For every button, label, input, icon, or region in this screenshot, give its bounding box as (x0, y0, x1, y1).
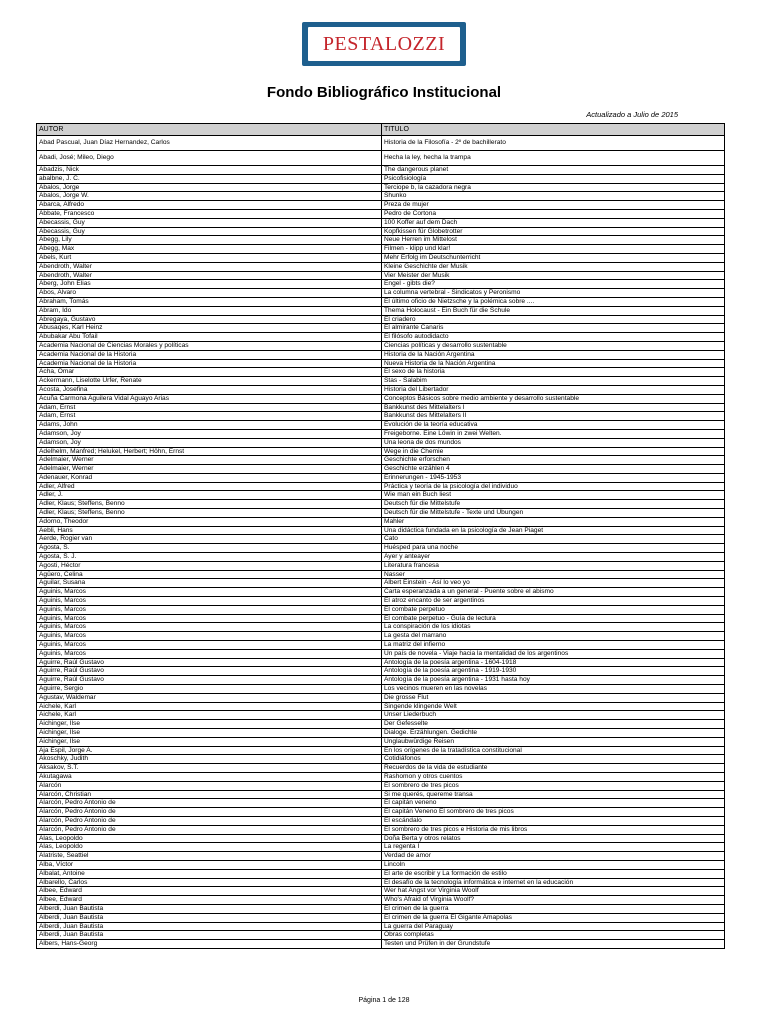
author-cell: Alarcón, Pedro Antonio de (37, 816, 382, 825)
title-cell: Der Gefesselte (382, 720, 725, 729)
table-row (37, 289, 725, 298)
title-cell: Filmen - klipp und klar! (382, 245, 725, 254)
author-cell: Aerde, Rogier van (37, 535, 382, 544)
title-cell: Antología de la poesía argentina - 1604-1918 (382, 658, 725, 667)
author-cell: Adelmaier, Werner (37, 465, 382, 474)
title-cell: Un país de novela - Viaje hacia la mentalidad de los argentinos (382, 649, 725, 658)
title-cell: Ayer y anteayer (382, 553, 725, 562)
author-cell: Aguirre, Sergio (37, 685, 382, 694)
author-cell: Alarcón, Christian (37, 790, 382, 799)
author-cell: Alberdi, Juan Bautista (37, 922, 382, 931)
author-cell: Aberg, John Elias (37, 280, 382, 289)
title-cell: The dangerous planet (382, 166, 725, 175)
author-cell: Adenauer, Konrad (37, 473, 382, 482)
title-cell: Antología de la poesía argentina - 1919-1930 (382, 667, 725, 676)
author-cell: Alarcón (37, 781, 382, 790)
author-cell: Abusaqes, Karl Heinz (37, 324, 382, 333)
logo-inner-panel (308, 27, 460, 61)
table-row (37, 729, 725, 738)
author-cell: Aguinis, Marcos (37, 597, 382, 606)
title-cell: Thema Holocaust - Ein Buch für die Schule (382, 306, 725, 315)
title-cell: Hecha la ley, hecha la trampa (382, 151, 725, 166)
title-cell: Historia de la Nación Argentina (382, 350, 725, 359)
table-row (37, 236, 725, 245)
author-cell: Alarcón, Pedro Antonio de (37, 808, 382, 817)
table-row (37, 429, 725, 438)
table-row (37, 253, 725, 262)
author-cell: Abecassis, Guy (37, 227, 382, 236)
table-row (37, 447, 725, 456)
author-cell: Aguirre, Raúl Gustavo (37, 658, 382, 667)
title-cell: El capitán veneno (382, 799, 725, 808)
author-cell: Aguinis, Marcos (37, 649, 382, 658)
title-cell: Cato (382, 535, 725, 544)
table-row (37, 667, 725, 676)
author-cell: Aguinis, Marcos (37, 588, 382, 597)
title-cell: La conspiración de los idiotas (382, 623, 725, 632)
title-cell: Historia del Libertador (382, 385, 725, 394)
title-cell: Unglaubwürdige Reisen (382, 737, 725, 746)
table-row (37, 685, 725, 694)
author-cell: Aksakov, S.T. (37, 764, 382, 773)
table-body (37, 136, 725, 949)
author-cell: Adam, Ernst (37, 403, 382, 412)
table-row (37, 421, 725, 430)
title-cell: Erinnerungen - 1945-1953 (382, 473, 725, 482)
table-row (37, 341, 725, 350)
author-cell: Abraham, Tomás (37, 297, 382, 306)
table-row (37, 403, 725, 412)
title-cell: Terciope b, la cazadora negra (382, 183, 725, 192)
author-cell: Academia Nacional de Ciencias Morales y políticas (37, 341, 382, 350)
author-cell: Abram, Ido (37, 306, 382, 315)
title-cell: Pedro de Cortona (382, 209, 725, 218)
title-cell: Wie man ein Buch liest (382, 491, 725, 500)
author-cell: Agüero, Celina (37, 570, 382, 579)
title-cell: El crimen de la guerra (382, 904, 725, 913)
author-cell: Abad Pascual, Juan Díaz Hernandez, Carlos (37, 136, 382, 151)
author-cell: Aguilar, Susana (37, 579, 382, 588)
table-row (37, 280, 725, 289)
table-row (37, 473, 725, 482)
author-cell: Acosta, Josefina (37, 385, 382, 394)
table-row (37, 614, 725, 623)
author-cell: Alatriste, Seattiel (37, 852, 382, 861)
author-cell: Acha, Omar (37, 368, 382, 377)
title-cell: Historia de la Filosofía - 2º de bachillerato (382, 136, 725, 151)
title-cell: El arte de escribir y La formación de estilo (382, 869, 725, 878)
title-cell: Kleine Geschichte der Musik (382, 262, 725, 271)
table-row (37, 500, 725, 509)
author-cell: Adams, John (37, 421, 382, 430)
table-row (37, 896, 725, 905)
table-row (37, 931, 725, 940)
author-cell: Adler, Klaus; Steffens, Benno (37, 500, 382, 509)
author-cell: Alas, Leopoldo (37, 834, 382, 843)
title-cell: Nasser (382, 570, 725, 579)
table-row (37, 482, 725, 491)
author-cell: Aebli, Hans (37, 526, 382, 535)
table-row (37, 658, 725, 667)
author-cell: Abadzis, Nick (37, 166, 382, 175)
updated-date: Actualizado a Julio de 2015 (586, 110, 678, 119)
author-cell: Abadi, José; Mileo, Diego (37, 151, 382, 166)
title-cell: Obras completas (382, 931, 725, 940)
table-row (37, 605, 725, 614)
title-cell: La regenta I (382, 843, 725, 852)
author-cell: Abendroth, Walter (37, 262, 382, 271)
title-cell: Carta esperanzada a un general - Puente sobre el abismo (382, 588, 725, 597)
author-cell: Alberdi, Juan Bautista (37, 931, 382, 940)
author-cell: Alarcón, Pedro Antonio de (37, 825, 382, 834)
author-cell: Adler, Alfred (37, 482, 382, 491)
title-cell: Recuerdos de la vida de estudiante (382, 764, 725, 773)
author-cell: Adelmaier, Werner (37, 456, 382, 465)
table-header (37, 124, 725, 136)
title-cell: Stas - Salabim (382, 377, 725, 386)
author-cell: Academia Nacional de la Historia (37, 350, 382, 359)
table-row (37, 166, 725, 175)
table-row (37, 517, 725, 526)
title-cell: Cotidiáfonos (382, 755, 725, 764)
author-cell: Albers, Hans-Georg (37, 940, 382, 949)
author-cell: Aichinger, Ilse (37, 737, 382, 746)
author-cell: Aichele, Karl (37, 711, 382, 720)
table-row (37, 377, 725, 386)
author-cell: Abels, Kurt (37, 253, 382, 262)
catalog-table (36, 123, 725, 949)
author-cell: Aguinis, Marcos (37, 614, 382, 623)
table-row (37, 333, 725, 342)
author-cell: Aguirre, Raúl Gustavo (37, 676, 382, 685)
title-cell: Dialoge. Erzählungen. Gedichte (382, 729, 725, 738)
author-cell: Albee, Edward (37, 896, 382, 905)
title-cell: Mehr Erfolg im Deutschunterricht (382, 253, 725, 262)
author-cell: Aguirre, Raúl Gustavo (37, 667, 382, 676)
table-row (37, 860, 725, 869)
title-cell: Si me querés, quereme transa (382, 790, 725, 799)
table-row (37, 218, 725, 227)
table-row (37, 799, 725, 808)
table-row (37, 693, 725, 702)
author-cell: Abarca, Alfredo (37, 201, 382, 210)
table-row (37, 720, 725, 729)
table-row (37, 790, 725, 799)
table-row (37, 324, 725, 333)
title-cell: Vier Meister der Musik (382, 271, 725, 280)
table-row (37, 746, 725, 755)
table-row (37, 350, 725, 359)
author-cell: Adelhelm, Manfred; Helukel, Herbert; Höhn, Ernst (37, 447, 382, 456)
title-cell: Rashomon y otros cuentos (382, 772, 725, 781)
title-cell: Die grosse Flut (382, 693, 725, 702)
table-row (37, 641, 725, 650)
author-cell: Abendroth, Walter (37, 271, 382, 280)
title-cell: El criadero (382, 315, 725, 324)
table-row (37, 174, 725, 183)
author-cell: Agustav, Waldemar (37, 693, 382, 702)
title-cell: Una leona de dos mundos (382, 438, 725, 447)
author-cell: Agosta, S. (37, 544, 382, 553)
author-cell: Abegg, Lily (37, 236, 382, 245)
table-row (37, 465, 725, 474)
table-row (37, 491, 725, 500)
table-row (37, 904, 725, 913)
title-cell: El desafío de la tecnología informática e internet en la educación (382, 878, 725, 887)
author-cell: Abregaya, Gustavo (37, 315, 382, 324)
title-cell: Testen und Prüfen in der Grundstufe (382, 940, 725, 949)
table-row (37, 737, 725, 746)
title-cell: Deutsch für die Mittelstufe (382, 500, 725, 509)
author-cell: Adamson, Joy (37, 429, 382, 438)
title-cell: El atroz encanto de ser argentinos (382, 597, 725, 606)
table-row (37, 922, 725, 931)
title-cell: Los vecinos mueren en las novelas (382, 685, 725, 694)
author-cell: Abalos, Jorge W. (37, 192, 382, 201)
author-cell: abalbne, J. C. (37, 174, 382, 183)
author-cell: Aguinis, Marcos (37, 641, 382, 650)
title-cell: Kopfkissen für Globetrotter (382, 227, 725, 236)
title-cell: Una didáctica fundada en la psicología de Jean Piaget (382, 526, 725, 535)
author-cell: Adamson, Joy (37, 438, 382, 447)
table-row (37, 772, 725, 781)
author-cell: Adorno, Theodor (37, 517, 382, 526)
author-cell: Agosti, Héctor (37, 561, 382, 570)
table-row (37, 227, 725, 236)
column-header-titulo: TITULO (382, 124, 725, 136)
table-row (37, 764, 725, 773)
author-cell: Abegg, Max (37, 245, 382, 254)
table-row (37, 192, 725, 201)
table-row (37, 913, 725, 922)
title-cell: 100 Koffer auf dem Dach (382, 218, 725, 227)
author-cell: Adler, Klaus; Steffens, Benno (37, 509, 382, 518)
title-cell: Evolución de la teoría educativa (382, 421, 725, 430)
table-row (37, 368, 725, 377)
title-cell: Doña Berta y otros relatos (382, 834, 725, 843)
title-cell: El almirante Canaris (382, 324, 725, 333)
author-cell: Academia Nacional de la Historia (37, 359, 382, 368)
title-cell: En los orígenes de la tratadística constitucional (382, 746, 725, 755)
author-cell: Abubakar Abu Tofail (37, 333, 382, 342)
table-row (37, 570, 725, 579)
table-row (37, 509, 725, 518)
title-cell: El sombrero de tres picos e Historia de mis libros (382, 825, 725, 834)
table-row (37, 544, 725, 553)
author-cell: Abecassis, Guy (37, 218, 382, 227)
table-row (37, 183, 725, 192)
title-cell: Freigeborne. Eine Löwin in zwei Welten. (382, 429, 725, 438)
table-row (37, 201, 725, 210)
author-cell: Alberdi, Juan Bautista (37, 904, 382, 913)
author-cell: Alarcón, Pedro Antonio de (37, 799, 382, 808)
header-row (37, 124, 725, 136)
title-cell: La matriz del infierno (382, 641, 725, 650)
table-row (37, 209, 725, 218)
table-row (37, 394, 725, 403)
table-row (37, 940, 725, 949)
title-cell: Bankkunst des Mittelalters II (382, 412, 725, 421)
author-cell: Aichinger, Ilse (37, 729, 382, 738)
title-cell: Wege in die Chemie (382, 447, 725, 456)
author-cell: Aichinger, Ilse (37, 720, 382, 729)
author-cell: Abos, Alvaro (37, 289, 382, 298)
title-cell: El crimen de la guerra El Gigante Amapolas (382, 913, 725, 922)
title-cell: Engel - gibts die? (382, 280, 725, 289)
title-cell: Lincoln (382, 860, 725, 869)
table-row (37, 412, 725, 421)
title-cell: Psicofisiología (382, 174, 725, 183)
table-row (37, 869, 725, 878)
author-cell: Adam, Ernst (37, 412, 382, 421)
table-row (37, 245, 725, 254)
table-row (37, 306, 725, 315)
table-row (37, 535, 725, 544)
title-cell: Ciencias políticas y desarrollo sustentable (382, 341, 725, 350)
title-cell: El combate perpetuo - Guía de lectura (382, 614, 725, 623)
title-cell: Conceptos Básicos sobre medio ambiente y desarrollo sustentable (382, 394, 725, 403)
catalog-table-wrapper (36, 123, 724, 949)
author-cell: Abbate, Francesco (37, 209, 382, 218)
title-cell: La columna vertebral - Sindicatos y Peronismo (382, 289, 725, 298)
title-cell: Geschichte erzählen 4 (382, 465, 725, 474)
table-row (37, 526, 725, 535)
table-row (37, 359, 725, 368)
table-row (37, 632, 725, 641)
author-cell: Aja Espil, Jorge A. (37, 746, 382, 755)
title-cell: El combate perpetuo (382, 605, 725, 614)
author-cell: Albee, Edward (37, 887, 382, 896)
author-cell: Aguinis, Marcos (37, 632, 382, 641)
table-row (37, 579, 725, 588)
table-row (37, 151, 725, 166)
table-row (37, 456, 725, 465)
title-cell: Antología de la poesía argentina - 1931 hasta hoy (382, 676, 725, 685)
title-cell: El último oficio de Nietzsche y la polémica sobre .... (382, 297, 725, 306)
author-cell: Abalos, Jorge (37, 183, 382, 192)
table-row (37, 808, 725, 817)
author-cell: Agosta, S. J. (37, 553, 382, 562)
title-cell: Geschichte erforschen (382, 456, 725, 465)
author-cell: Ackermann, Liselotte Urfer, Renate (37, 377, 382, 386)
title-cell: Neue Herren im Mittelost (382, 236, 725, 245)
title-cell: Nueva Historia de la Nación Argentina (382, 359, 725, 368)
title-cell: Literatura francesa (382, 561, 725, 570)
column-header-autor: AUTOR (37, 124, 382, 136)
logo-text: PESTALOZZI (322, 32, 446, 55)
author-cell: Aguinis, Marcos (37, 623, 382, 632)
document-title: Fondo Bibliográfico Institucional (266, 84, 502, 101)
table-row (37, 315, 725, 324)
table-row (37, 887, 725, 896)
title-cell: Unser Liederbuch (382, 711, 725, 720)
table-row (37, 553, 725, 562)
title-cell: Preza de mujer (382, 201, 725, 210)
table-row (37, 843, 725, 852)
title-cell: El escándalo (382, 816, 725, 825)
page-number: Página 1 de 128 (358, 997, 410, 1004)
table-row (37, 878, 725, 887)
table-row (37, 702, 725, 711)
title-cell: Mahler (382, 517, 725, 526)
author-cell: Akutagawa (37, 772, 382, 781)
author-cell: Alba, Víctor (37, 860, 382, 869)
title-cell: Wer hat Angst vor Virginia Woolf (382, 887, 725, 896)
table-row (37, 834, 725, 843)
author-cell: Albarello, Carlos (37, 878, 382, 887)
table-row (37, 781, 725, 790)
title-cell: El capitán Veneno El sombrero de tres picos (382, 808, 725, 817)
author-cell: Alberdi, Juan Bautista (37, 913, 382, 922)
author-cell: Akoschky, Judith (37, 755, 382, 764)
title-cell: La guerra del Paraguay (382, 922, 725, 931)
title-cell: Who's Afraid of Virginia Woolf? (382, 896, 725, 905)
title-cell: Deutsch für die Mittelstufe - Texte und Übungen (382, 509, 725, 518)
pestalozzi-logo (302, 22, 466, 66)
table-row (37, 852, 725, 861)
title-cell: Singende klingende Welt (382, 702, 725, 711)
table-row (37, 438, 725, 447)
title-cell: Shunko (382, 192, 725, 201)
table-row (37, 755, 725, 764)
title-cell: Verdad de amor (382, 852, 725, 861)
table-row (37, 136, 725, 151)
title-cell: Huésped para una noche (382, 544, 725, 553)
author-cell: Albalat, Antoine (37, 869, 382, 878)
author-cell: Alas, Leopoldo (37, 843, 382, 852)
author-cell: Aichele, Karl (37, 702, 382, 711)
title-cell: El sombrero de tres picos (382, 781, 725, 790)
title-cell: Albert Einstein - Así lo veo yo (382, 579, 725, 588)
table-row (37, 711, 725, 720)
title-cell: Bankkunst des Mittelalters I (382, 403, 725, 412)
table-row (37, 816, 725, 825)
table-row (37, 271, 725, 280)
title-cell: Práctica y teoría de la psicología del individuo (382, 482, 725, 491)
table-row (37, 297, 725, 306)
title-cell: El filósofo autodidacto (382, 333, 725, 342)
table-row (37, 825, 725, 834)
table-row (37, 597, 725, 606)
author-cell: Aguinis, Marcos (37, 605, 382, 614)
author-cell: Adler, J. (37, 491, 382, 500)
table-row (37, 649, 725, 658)
table-row (37, 385, 725, 394)
title-cell: La gesta del marrano (382, 632, 725, 641)
title-cell: El sexo de la historia (382, 368, 725, 377)
table-row (37, 561, 725, 570)
table-row (37, 262, 725, 271)
table-row (37, 588, 725, 597)
table-row (37, 676, 725, 685)
table-row (37, 623, 725, 632)
author-cell: Acuña Carmona Aguilera Vidal Aguayo Arias (37, 394, 382, 403)
